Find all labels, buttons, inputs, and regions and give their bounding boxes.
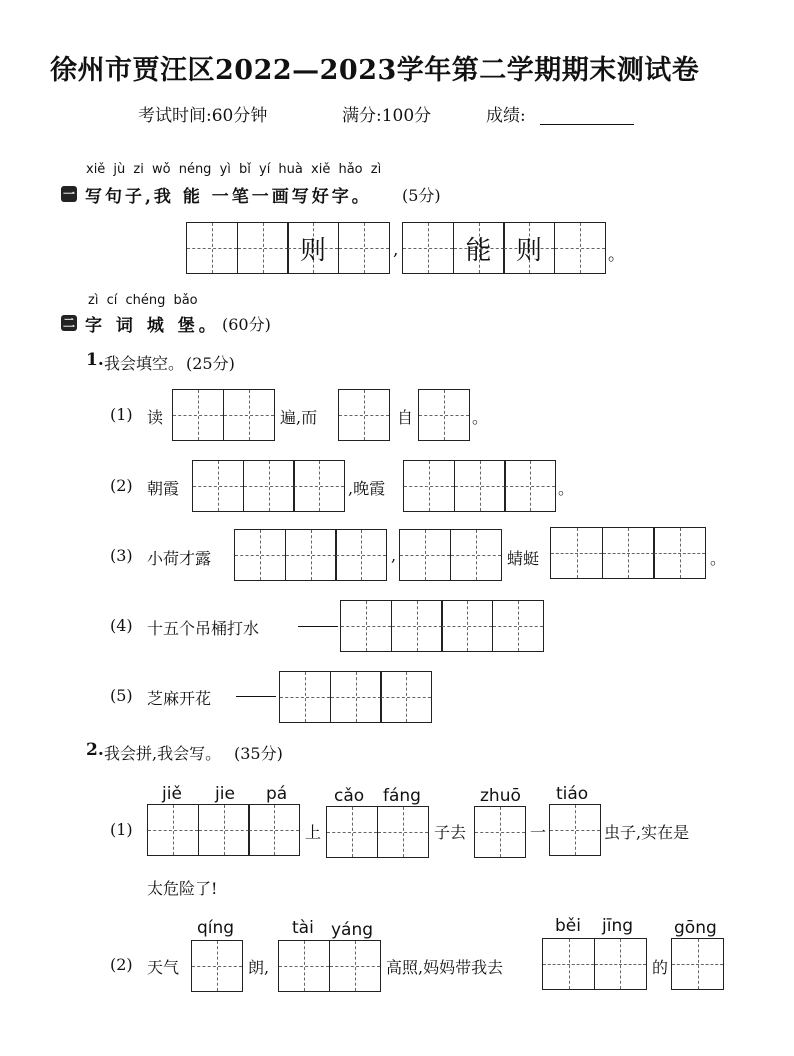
write-cell[interactable] xyxy=(172,389,224,441)
pinyin: tiáo xyxy=(556,784,589,804)
page-title: 徐州市贾汪区2022—2023学年第二学期期末测试卷 xyxy=(50,55,700,86)
pinyin: yáng xyxy=(331,920,374,940)
q1-points: (25分) xyxy=(186,354,235,373)
section2-pinyin: zì cí chéng bǎo xyxy=(88,293,198,308)
q2-item2-num: (2) xyxy=(110,955,133,974)
pinyin: cǎo xyxy=(334,786,365,806)
pinyin: qíng xyxy=(197,918,235,938)
section1-period: 。 xyxy=(608,245,625,265)
char-ze: 则 xyxy=(515,235,542,266)
write-cell[interactable] xyxy=(504,460,556,512)
q2-item1-num: (1) xyxy=(110,820,133,839)
write-cell[interactable] xyxy=(492,600,544,652)
q2-item2-lang: 朗, xyxy=(248,958,270,977)
write-cell[interactable] xyxy=(329,940,381,992)
q1-item3-text-c: 蜻蜓 xyxy=(507,549,540,568)
pinyin: běi xyxy=(555,916,581,936)
q2-item2-de: 的 xyxy=(652,958,669,977)
q1-item3-num: (3) xyxy=(110,546,133,565)
section1-points: (5分) xyxy=(402,186,441,205)
write-cell[interactable] xyxy=(248,804,300,856)
q1-item3-grid-b[interactable] xyxy=(399,529,502,581)
section2-badge: 二 xyxy=(62,316,75,330)
q2-item2-grid-d[interactable] xyxy=(671,938,724,990)
q1-item1-text-d: 。 xyxy=(472,408,489,427)
char-neng: 能 xyxy=(465,235,492,266)
write-cell[interactable] xyxy=(474,806,526,858)
q1-item2-text-c: 。 xyxy=(558,479,575,498)
pinyin: pá xyxy=(266,784,288,804)
section1-grid-b[interactable] xyxy=(402,222,606,274)
write-cell[interactable] xyxy=(198,804,250,856)
q1-item4-grid[interactable] xyxy=(340,600,544,652)
write-cell[interactable] xyxy=(191,940,243,992)
write-cell[interactable] xyxy=(340,600,392,652)
q2-item2-tianqi: 天气 xyxy=(147,958,180,977)
section1-grid-a[interactable] xyxy=(186,222,390,274)
q1-item5-num: (5) xyxy=(110,686,133,705)
section1-title: 写句子,我 能 一笔一画写好字。 xyxy=(85,187,372,207)
q1-item5-dash xyxy=(236,696,276,697)
q1-item1-grid-a[interactable] xyxy=(172,389,275,441)
q2-item1-cont: 太危险了! xyxy=(147,879,218,898)
write-cell[interactable] xyxy=(549,804,601,856)
write-cell[interactable] xyxy=(441,600,493,652)
write-cell[interactable] xyxy=(278,940,330,992)
q1-item3-grid-c[interactable] xyxy=(550,527,706,579)
pinyin: jie xyxy=(215,784,235,804)
q2-number: 2. xyxy=(86,740,104,760)
q2-item1-yi: 一 xyxy=(530,823,547,842)
q1-item2-text-a: 朝霞 xyxy=(147,479,180,498)
write-cell[interactable] xyxy=(279,671,331,723)
q2-item1-grid-d[interactable] xyxy=(549,804,601,856)
write-cell[interactable] xyxy=(391,600,443,652)
write-cell[interactable] xyxy=(377,806,429,858)
q2-item2-grid-c[interactable] xyxy=(542,938,647,990)
q1-item2-text-b: ,晚霞 xyxy=(348,479,386,498)
q1-item2-grid-b[interactable] xyxy=(403,460,556,512)
write-cell[interactable] xyxy=(380,671,432,723)
pinyin: jiě xyxy=(162,784,182,804)
write-cell[interactable] xyxy=(326,806,378,858)
write-cell[interactable] xyxy=(147,804,199,856)
full-score: 满分:100分 xyxy=(342,106,432,126)
q2-item2-grid-a[interactable] xyxy=(191,940,243,992)
q1-item2-num: (2) xyxy=(110,476,133,495)
q2-item2-gaozhao: 高照,妈妈带我去 xyxy=(386,958,504,977)
grade-blank[interactable] xyxy=(540,124,634,125)
write-cell[interactable] xyxy=(293,460,345,512)
write-cell[interactable] xyxy=(542,938,595,990)
write-cell[interactable] xyxy=(403,460,455,512)
pinyin: jīng xyxy=(602,916,634,936)
section1-badge: 一 xyxy=(62,187,75,201)
write-cell[interactable] xyxy=(234,529,286,581)
pinyin: zhuō xyxy=(480,786,521,806)
q1-item3-grid-a[interactable] xyxy=(234,529,387,581)
write-cell[interactable] xyxy=(338,389,390,441)
write-cell[interactable] xyxy=(653,527,706,579)
write-cell[interactable] xyxy=(550,527,603,579)
write-cell[interactable] xyxy=(338,222,390,274)
q2-item1-grid-a[interactable] xyxy=(147,804,300,856)
write-cell[interactable] xyxy=(335,529,387,581)
write-cell[interactable] xyxy=(192,460,244,512)
write-cell[interactable] xyxy=(594,938,647,990)
q2-item2-grid-b[interactable] xyxy=(278,940,381,992)
char-ze-cell xyxy=(287,222,339,274)
section1-comma: , xyxy=(393,240,399,260)
section2-title: 字 词 城 堡。 xyxy=(85,316,220,336)
q1-item3-text-d: 。 xyxy=(710,549,727,568)
write-cell[interactable] xyxy=(450,529,502,581)
q1-item5-text-a: 芝麻开花 xyxy=(147,689,212,708)
char-ze-cell xyxy=(503,222,555,274)
q2-item1-grid-b[interactable] xyxy=(326,806,429,858)
write-cell[interactable] xyxy=(285,529,337,581)
q1-item2-grid-a[interactable] xyxy=(192,460,345,512)
q2-item1-chong: 虫子,实在是 xyxy=(604,823,690,842)
q2-item1-shang: 上 xyxy=(305,823,322,842)
write-cell[interactable] xyxy=(330,671,382,723)
char-neng-cell xyxy=(453,222,505,274)
q1-item1-text-b: 遍,而 xyxy=(280,408,318,427)
q1-item4-dash xyxy=(298,626,338,627)
q2-item1-ziqu: 子去 xyxy=(434,823,467,842)
q1-title: 我会填空。 xyxy=(104,354,185,373)
write-cell[interactable] xyxy=(554,222,606,274)
q2-item1-grid-c[interactable] xyxy=(474,806,526,858)
write-cell[interactable] xyxy=(243,460,295,512)
write-cell[interactable] xyxy=(671,938,724,990)
write-cell[interactable] xyxy=(223,389,275,441)
q1-item3-text-b: , xyxy=(391,546,397,565)
write-cell[interactable] xyxy=(186,222,238,274)
q1-item1-grid-c[interactable] xyxy=(418,389,470,441)
q1-item1-text-c: 自 xyxy=(397,408,414,427)
q1-item1-text-a: 读 xyxy=(147,408,164,427)
char-ze: 则 xyxy=(299,235,326,266)
q2-points: (35分) xyxy=(234,744,283,763)
pinyin: fáng xyxy=(383,786,421,806)
write-cell[interactable] xyxy=(602,527,655,579)
q1-item1-num: (1) xyxy=(110,405,133,424)
q1-item4-text-a: 十五个吊桶打水 xyxy=(147,619,260,638)
q1-item3-text-a: 小荷才露 xyxy=(147,549,212,568)
pinyin: gōng xyxy=(674,918,717,938)
section1-pinyin: xiě jù zi wǒ néng yì bǐ yí huà xiě hǎo zì xyxy=(86,162,382,177)
section2-points: (60分) xyxy=(222,315,271,334)
write-cell[interactable] xyxy=(399,529,451,581)
q1-number: 1. xyxy=(86,350,104,370)
q1-item5-grid[interactable] xyxy=(279,671,432,723)
q2-title: 我会拼,我会写。 xyxy=(104,744,222,763)
exam-time: 考试时间:60分钟 xyxy=(138,106,268,126)
grade-label: 成绩: xyxy=(486,106,526,126)
q1-item1-grid-b[interactable] xyxy=(338,389,390,441)
pinyin: tài xyxy=(292,918,314,938)
write-cell[interactable] xyxy=(402,222,454,274)
write-cell[interactable] xyxy=(237,222,289,274)
q1-item4-num: (4) xyxy=(110,616,133,635)
write-cell[interactable] xyxy=(454,460,506,512)
write-cell[interactable] xyxy=(418,389,470,441)
